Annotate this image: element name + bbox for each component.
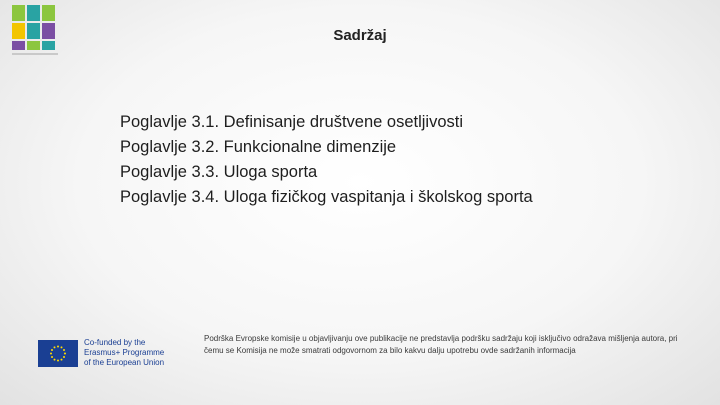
table-of-contents [120, 110, 533, 210]
slide-title: Sadržaj [333, 27, 387, 44]
logo-caption [12, 53, 58, 55]
eu-line: Erasmus+ Programme [84, 348, 165, 357]
toc-item: Poglavlje 3.2. Funkcionalne dimenzije [120, 138, 397, 156]
logo-tile [27, 5, 40, 21]
toc-item: Poglavlje 3.4. Uloga fizičkog vaspitanja i školskog sporta [120, 188, 533, 206]
eu-cofunding-logo [38, 330, 188, 372]
logo-tile [42, 5, 55, 21]
eu-line: of the European Union [84, 358, 165, 367]
toc-item: Poglavlje 3.1. Definisanje društvene osetljivosti [120, 113, 464, 131]
logo-tile [12, 5, 25, 21]
eu-line: Co-funded by the [84, 338, 146, 347]
eu-flag-icon [38, 340, 78, 367]
disclaimer-text: Podrška Evropske komisije u objavljivanju ove publikacije ne predstavlja podršku sadržaju koji isključivo odražava mišljenja autora, pri čemu se Komisija ne može smatrati odgovornom za bilo kakvu dalju upotrebu ovde sadržanih informacija [204, 334, 678, 355]
toc-item: Poglavlje 3.3. Uloga sporta [120, 163, 318, 181]
eu-stars-icon [38, 340, 78, 367]
eu-cofunding-text [84, 338, 164, 368]
